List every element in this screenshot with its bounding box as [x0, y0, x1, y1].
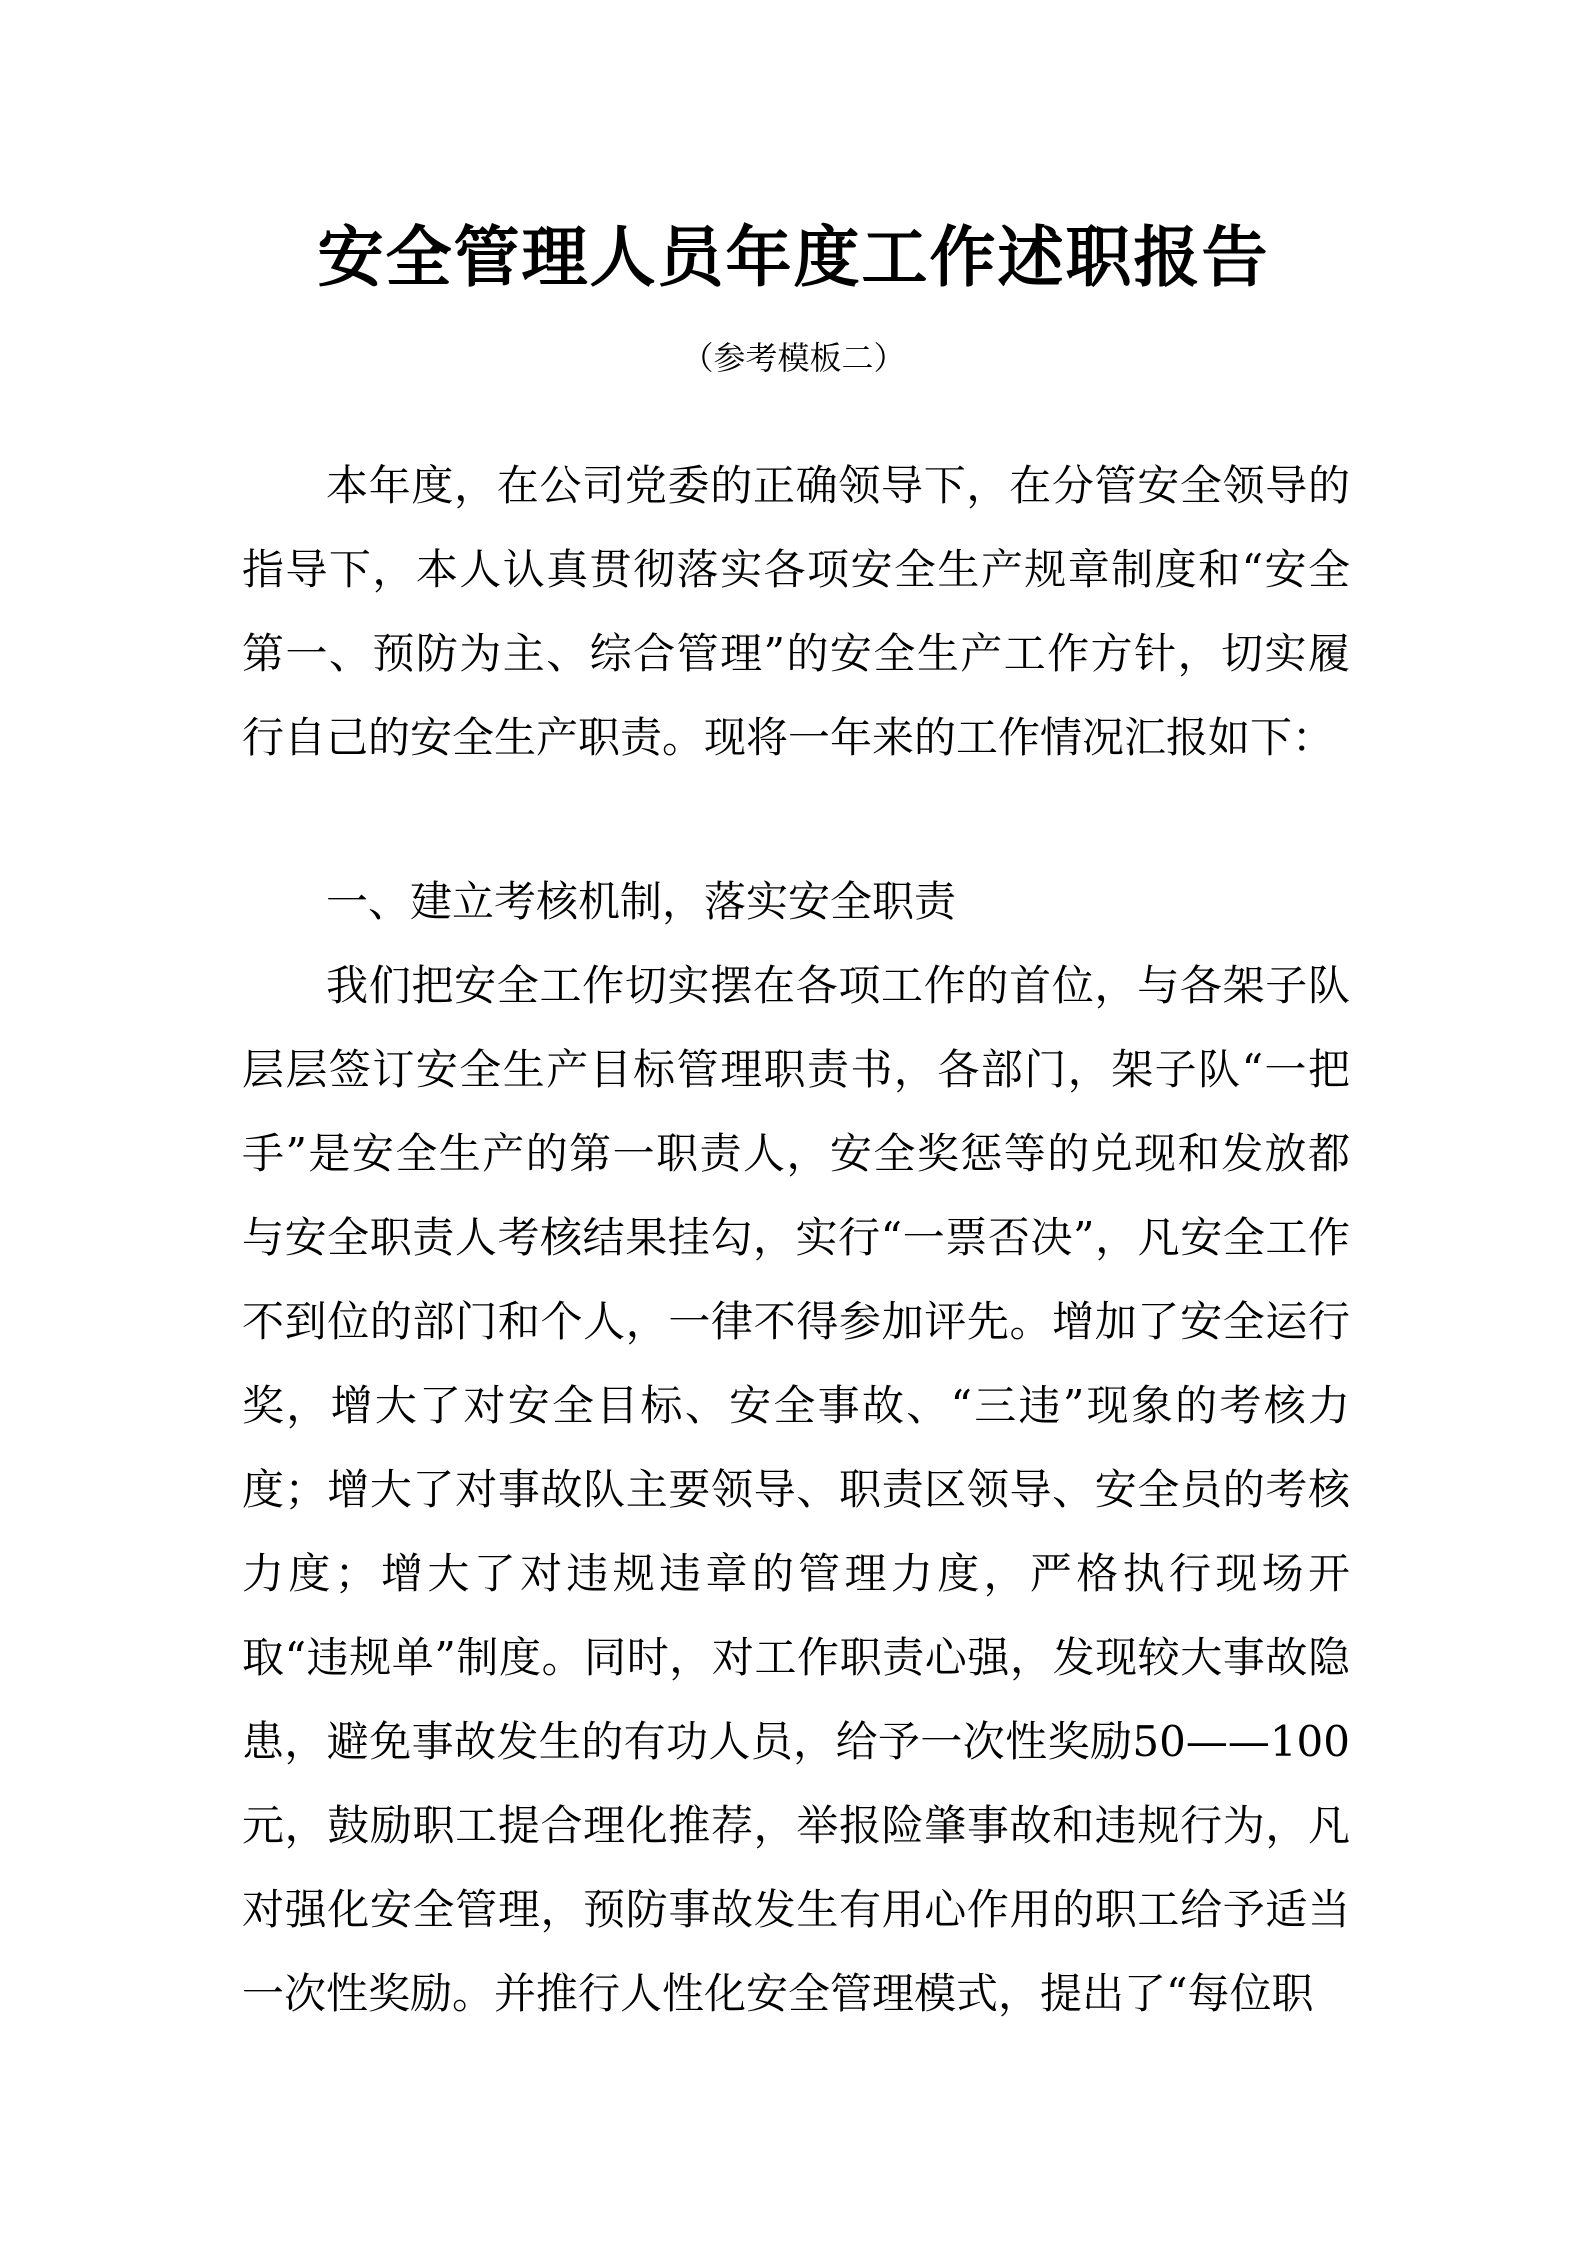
section-heading: 一、建立考核机制，落实安全职责: [326, 877, 957, 926]
body-paragraph: 我们把安全工作切实摆在各项工作的首位，与各架子队层层签订安全生产目标管理职责书，各部门，架子队“一把手”是安全生产的第一职责人，安全奖惩等的兑现和发放都与安全职责人考核结果挂勾，实行“一票否决”，凡安全工作不到位的部门和个人，一律不得参加评先。增加了安全运行奖，增大了对安全目标、安全事故、“三违”现象的考核力度；增大了对事故队主要领导、职责区领导、安全员的考核力度；增大了对违规违章的管理力度，严格执行现场开取“违规单”制度。同时，对工作职责心强，发现较大事故隐患，避免事故发生的有功人员，给予一次性奖励50——100元，鼓励职工提合理化推荐，举报险肇事故和违规行为，凡对强化安全管理，预防事故发生有用心作用的职工给予适当一次性奖励。并推行人性化安全管理模式，提出了“每位职: [242, 961, 1350, 2018]
intro-paragraph: 本年度，在公司党委的正确领导下，在分管安全领导的指导下，本人认真贯彻落实各项安全生产规章制度和“安全第一、预防为主、综合管理”的安全生产工作方针，切实履行自己的安全生产职责。现将一年来的工作情况汇报如下：: [242, 461, 1350, 762]
document-title: 安全管理人员年度工作述职报告: [317, 218, 1270, 296]
document-subtitle: （参考模板二）: [681, 339, 906, 377]
